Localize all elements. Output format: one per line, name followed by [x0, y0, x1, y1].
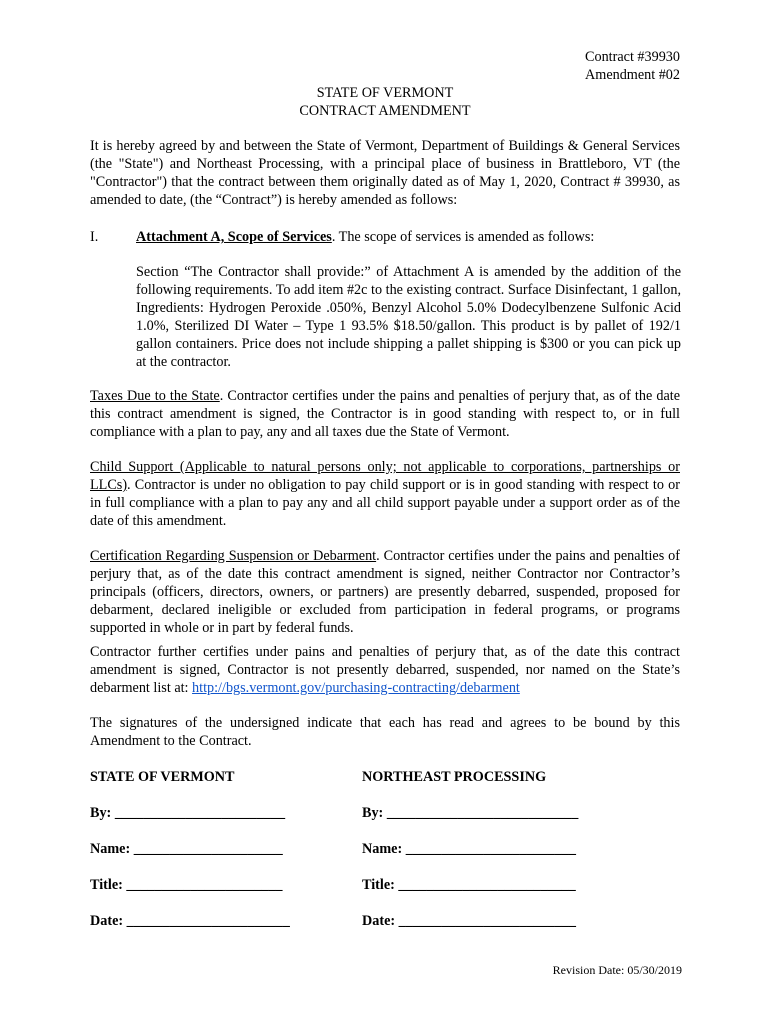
item-1-heading-tail: . The scope of services is amended as follows: [331, 229, 595, 245]
debarment-text: . Contractor certifies under the pains and penalties of perjury that, as of the date this contract amendment is signed, neither Contractor nor Contractor’s principals (officers, directors, owners, or partners) are presently debarred, suspended, proposed for debarment, declared ineligible or excluded from participation in federal programs, or programs supported in whole or in part by federal funds. [90, 548, 680, 636]
contractor-date-line: Date: _________________________ [362, 913, 576, 929]
title-line-2: CONTRACT AMENDMENT [299, 103, 471, 119]
contractor-name-line: Name: ________________________ [362, 841, 576, 857]
debarment-list-link[interactable]: http://bgs.vermont.gov/purchasing-contracting/debarment [192, 680, 520, 696]
state-name-line: Name: _____________________ [90, 841, 283, 857]
further-certification-paragraph [90, 643, 680, 697]
further-text: Contractor further certifies under pains and penalties of perjury that, as of the date this contract amendment is signed, Contractor is not presently debarred, suspended, nor named on the State’s debarment list at: [90, 644, 680, 696]
intro-paragraph: It is hereby agreed by and between the State of Vermont, Department of Buildings & General Services (the "State") and Northeast Processing, with a principal place of business in Brattleboro, VT (the "Contractor") that the contract between them originally dated as of May 1, 2020, Contract # 39930, as amended to date, (the “Contract”) is hereby amended as follows: [90, 138, 680, 208]
item-1-body: Section “The Contractor shall provide:” of Attachment A is amended by the addition of the following requirements. To add item #2c to the existing contract. Surface Disinfectant, 1 gallon, Ingredients: Hydrogen Peroxide .050%, Benzyl Alcohol 5.0% Dodecylbenzene Sulfonic Acid 1.0%, Sterilized DI Water – Type 1 93.5% $18.50/gallon. This product is by pallet of 192/1 gallon containers. Price does not include shipping a pallet shipping is $300 or you can pick up at the contractor. [136, 264, 681, 370]
taxes-heading: Taxes Due to the State [90, 388, 220, 404]
debarment-heading: Certification Regarding Suspension or Debarment [90, 548, 377, 564]
taxes-text: . Contractor certifies under the pains and penalties of perjury that, as of the date this contract amendment is signed, the Contractor is in good standing with respect to, or in full compliance with a plan to pay, any and all taxes due the State of Vermont. [90, 388, 680, 440]
child-support-text: . Contractor is under no obligation to pay child support or is in good standing with respect to or in full compliance with a plan to pay any and all child support payable under a support order as of the date of this amendment. [90, 477, 680, 529]
item-1-heading: Attachment A, Scope of Services [136, 229, 332, 245]
revision-date: Revision Date: 05/30/2019 [552, 963, 682, 977]
state-date-line: Date: _______________________ [90, 913, 290, 929]
contractor-party-label: NORTHEAST PROCESSING [362, 769, 547, 785]
item-1-heading-line [136, 228, 681, 246]
child-support-heading: Child Support (Applicable to natural persons only; not applicable to corporations, partnerships or LLCs) [90, 459, 680, 493]
state-title-line: Title: ______________________ [90, 877, 283, 893]
contractor-by-line: By: ___________________________ [362, 805, 579, 821]
document-title [0, 84, 770, 120]
signatures-intro: The signatures of the undersigned indicate that each has read and agrees to be bound by this Amendment to the Contract. [90, 715, 680, 749]
amendment-number: Amendment #02 [585, 67, 680, 83]
child-support-paragraph [90, 458, 680, 530]
state-party-label: STATE OF VERMONT [90, 769, 235, 785]
item-1-number: I. [90, 229, 99, 245]
taxes-paragraph [90, 387, 680, 441]
contract-header [585, 48, 680, 84]
title-line-1: STATE OF VERMONT [316, 85, 454, 101]
debarment-paragraph [90, 547, 680, 637]
contractor-title-line: Title: _________________________ [362, 877, 576, 893]
contract-number: Contract #39930 [585, 49, 680, 65]
state-by-line: By: ________________________ [90, 805, 286, 821]
